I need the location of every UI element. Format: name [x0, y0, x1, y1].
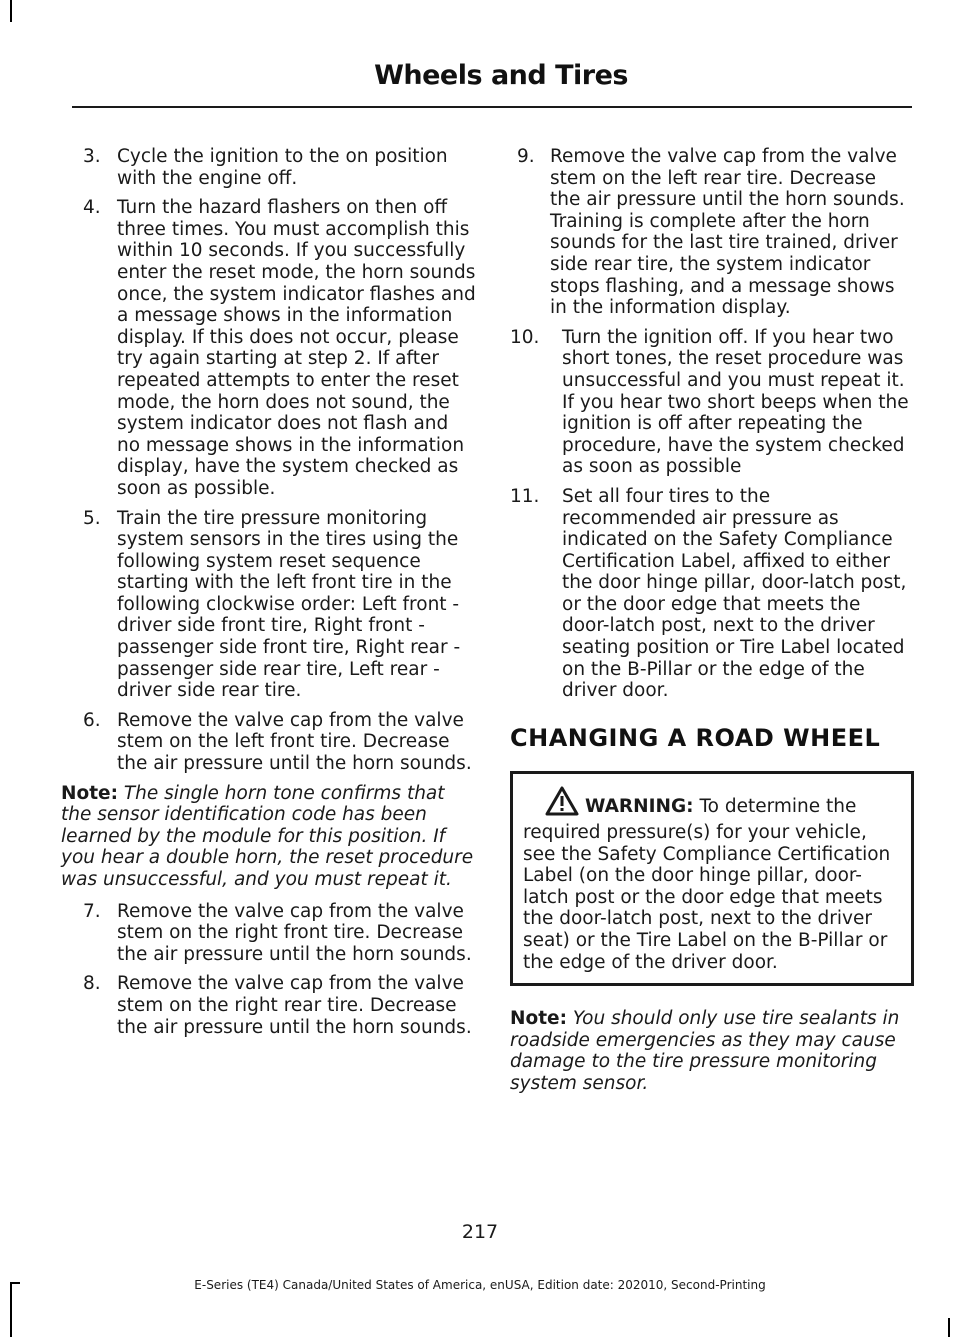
step-text: Turn the ignition off. If you hear two short tones, the reset procedure was unsuccessful and you must repeat it. If you hear two short beeps when the ignition is off after repeating the procedure, have the system checked as soon as possible	[562, 326, 909, 478]
step-number: 3.	[83, 146, 101, 167]
list-item	[61, 508, 477, 702]
step-number: 4.	[83, 197, 101, 219]
step-text: Cycle the ignition to the on position with the engine off.	[117, 146, 448, 189]
warning-triangle-icon	[545, 786, 579, 822]
note-horn-tone	[61, 783, 477, 891]
warning-label: WARNING:	[585, 796, 694, 818]
step-number: 6.	[83, 709, 101, 731]
note-text: You should only use tire sealants in roadside emergencies as they may cause damage to the tire pressure monitoring system sensor.	[510, 1008, 900, 1094]
step-number: 9.	[517, 146, 535, 167]
step-number: 10.	[510, 326, 540, 348]
right-column	[510, 146, 910, 1105]
warning-text: To determine the required pressure(s) for your vehicle, see the Safety Compliance Certification Label (on the door hinge pillar, door-latch post or the door edge that meets the door-latch post, next to the driver seat) or the Tire Label on the B-Pillar or the edge of the driver door.	[523, 796, 891, 973]
step-text: Set all four tires to the recommended air pressure as indicated on the Safety Compliance Certification Label, affixed to either the door hinge pillar, door-latch post, or the door edge that meets the door-latch post, next to the driver seating position or Tire Label located on the B-Pillar or the edge of the driver door.	[562, 485, 907, 702]
page-number: 217	[461, 1221, 499, 1243]
step-number: 7.	[83, 900, 101, 922]
crop-mark-top-left	[10, 0, 12, 22]
warning-box	[510, 771, 914, 986]
header-divider	[72, 106, 912, 108]
list-item	[61, 146, 477, 189]
left-column	[61, 146, 477, 1046]
list-item	[61, 710, 477, 775]
step-number: 11.	[510, 485, 540, 507]
list-item	[61, 901, 477, 966]
step-text: Remove the valve cap from the valve stem on the left front tire. Decrease the air pressure until the horn sounds.	[117, 709, 472, 775]
step-text: Remove the valve cap from the valve stem on the left rear tire. Decrease the air pressure until the horn sounds. Training is complete after the horn sounds for the last tire trained, driver side rear tire, the system indicator stops flashing, and a message shows in the information display.	[550, 146, 905, 319]
list-item	[510, 327, 910, 478]
list-item	[510, 486, 910, 702]
step-number: 8.	[83, 973, 101, 995]
note-tire-sealants	[510, 1008, 910, 1094]
note-label: Note:	[61, 782, 118, 804]
step-text: Remove the valve cap from the valve stem on the right rear tire. Decrease the air pressure until the horn sounds.	[117, 973, 472, 1038]
list-item	[510, 146, 910, 319]
section-heading: CHANGING A ROAD WHEEL	[510, 723, 881, 752]
crop-mark-bottom-right	[948, 1318, 950, 1337]
step-number: 5.	[83, 507, 101, 529]
page-title: Wheels and Tires	[374, 60, 628, 91]
note-text: The single horn tone confirms that the sensor identification code has been learned by the module for this position. If you hear a double horn, the reset procedure was unsuccessful, and you must repeat it.	[61, 782, 474, 890]
list-item	[61, 197, 477, 499]
step-text: Remove the valve cap from the valve stem on the right front tire. Decrease the air pressure until the horn sounds.	[117, 900, 472, 965]
step-text: Turn the hazard flashers on then off three times. You must accomplish this within 10 seconds. If you successfully enter the reset mode, the horn sounds once, the system indicator flashes and a message shows in the information display. If this does not occur, please try again starting at step 2. If after repeated attempts to enter the reset mode, the horn does not sound, the system indicator does not flash and no message shows in the information display, have the system checked as soon as possible.	[117, 197, 476, 499]
list-item	[61, 973, 477, 1038]
note-label: Note:	[510, 1008, 567, 1030]
footer-edition: E-Series (TE4) Canada/United States of America, enUSA, Edition date: 202010, Second-Printing	[194, 1278, 766, 1292]
step-text: Train the tire pressure monitoring system sensors in the tires using the following system reset sequence starting with the left front tire in the following clockwise order: Left front - driver side front tire, Right front - passenger side front tire, Right rear - passenger side rear tire, Left rear - driver side rear tire.	[117, 507, 461, 702]
